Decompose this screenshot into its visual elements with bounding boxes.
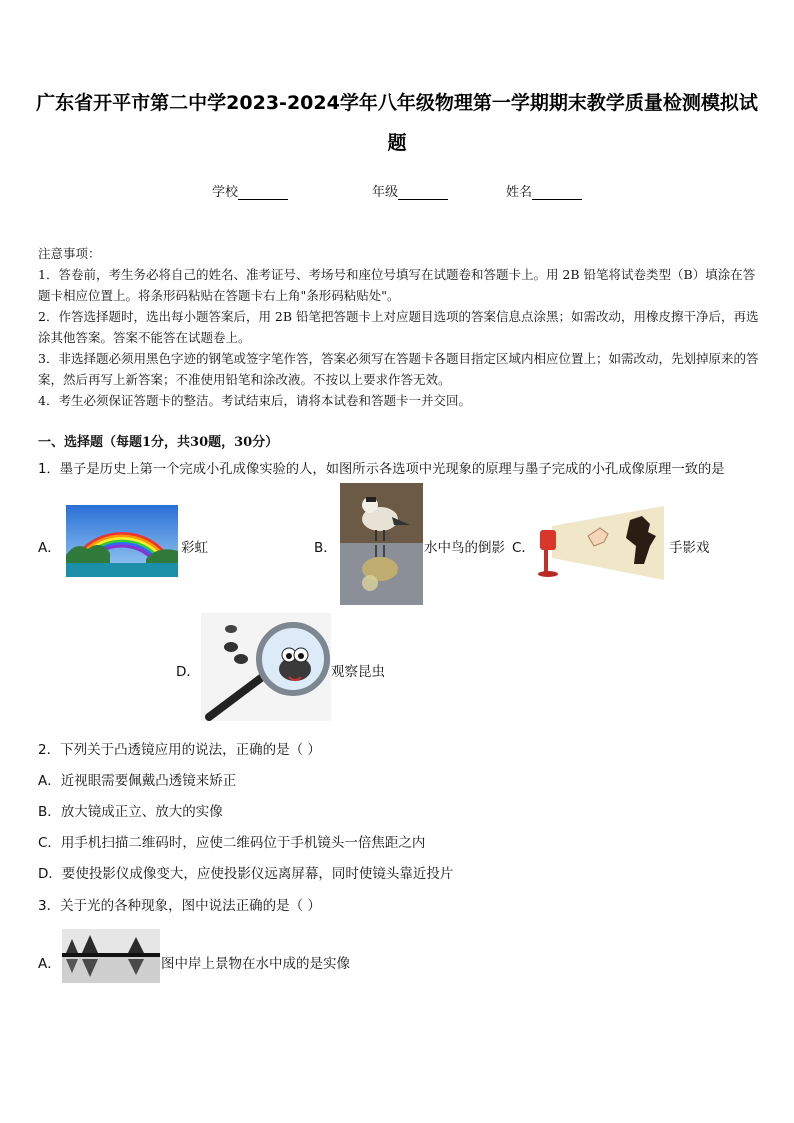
magnifier-insect-image [201, 613, 331, 721]
grade-label: 年级 [372, 185, 399, 200]
q1-stem: 1．墨子是历史上第一个完成小孔成像实验的人，如图所示各选项中光现象的原理与墨子完成的小孔成像原理一致的是 [38, 462, 725, 477]
q1-option-b-letter[interactable]: B． [314, 540, 337, 556]
q2-option-a[interactable]: A．近视眼需要佩戴凸透镜来矫正 [38, 773, 237, 789]
q1-option-c-text: 手影戏 [669, 540, 710, 556]
school-blank[interactable] [238, 186, 288, 200]
q2-stem: 2．下列关于凸透镜应用的说法，正确的是（ ） [38, 742, 321, 758]
school-field[interactable] [212, 181, 288, 200]
note-item-4: 4．考生必须保证答题卡的整洁。考试结束后，请将本试卷和答题卡一并交回。 [38, 393, 471, 408]
grade-field[interactable] [372, 181, 448, 200]
name-blank[interactable] [532, 186, 582, 200]
q1-option-a-letter[interactable]: A． [38, 540, 61, 556]
q3-stem: 3．关于光的各种现象，图中说法正确的是（ ） [38, 898, 321, 914]
q1-option-c-letter[interactable]: C． [512, 540, 535, 556]
rainbow-image [66, 505, 178, 577]
q1-option-b-text: 水中鸟的倒影 [424, 540, 505, 556]
q1-option-d-text: 观察昆虫 [331, 664, 385, 680]
q2-option-d[interactable]: D．要使投影仪成像变大，应使投影仪远离屏幕，同时使镜头靠近投片 [38, 866, 454, 882]
q2-option-b[interactable]: B．放大镜成正立、放大的实像 [38, 804, 223, 820]
school-label: 学校 [212, 185, 239, 200]
grade-blank[interactable] [398, 186, 448, 200]
q3-option-a-letter[interactable]: A． [38, 956, 61, 972]
shore-reflection-image [62, 929, 160, 983]
name-field[interactable] [506, 181, 582, 200]
note-item-1: 1．答卷前，考生务必将自己的姓名、准考证号、考场号和座位号填写在试题卷和答题卡上。用 2B 铅笔将试卷类型（B）填涂在答题卡相应位置上。将条形码粘贴在答题卡右上角"条形码粘贴处"。 [38, 267, 756, 303]
q1-option-d-letter[interactable]: D． [176, 664, 200, 680]
notes-block [38, 243, 760, 411]
notes-heading: 注意事项： [38, 246, 101, 261]
exam-title-line2: 题 [387, 132, 407, 154]
bird-reflection-image [340, 483, 423, 605]
q2-option-c[interactable]: C．用手机扫描二维码时，应使二维码位于手机镜头一倍焦距之内 [38, 835, 426, 851]
name-label: 姓名 [506, 185, 533, 200]
section-heading: 一、选择题（每题1分，共30题，30分） [38, 435, 279, 450]
q3-option-a-text: 图中岸上景物在水中成的是实像 [161, 956, 350, 972]
hand-shadow-image [538, 506, 666, 580]
note-item-2: 2．作答选择题时，选出每小题答案后，用 2B 铅笔把答题卡上对应题目选项的答案信息点涂黑；如需改动，用橡皮擦干净后，再选涂其他答案。答案不能答在试题卷上。 [38, 309, 759, 345]
q1-option-a-text: 彩虹 [181, 540, 208, 556]
exam-title-line1: 广东省开平市第二中学2023-2024学年八年级物理第一学期期末教学质量检测模拟试 [36, 92, 758, 114]
note-item-3: 3．非选择题必须用黑色字迹的钢笔或签字笔作答，答案必须写在答题卡各题目指定区域内相应位置上；如需改动，先划掉原来的答案，然后再写上新答案；不准使用铅笔和涂改液。不按以上要求作答无效。 [38, 351, 759, 387]
